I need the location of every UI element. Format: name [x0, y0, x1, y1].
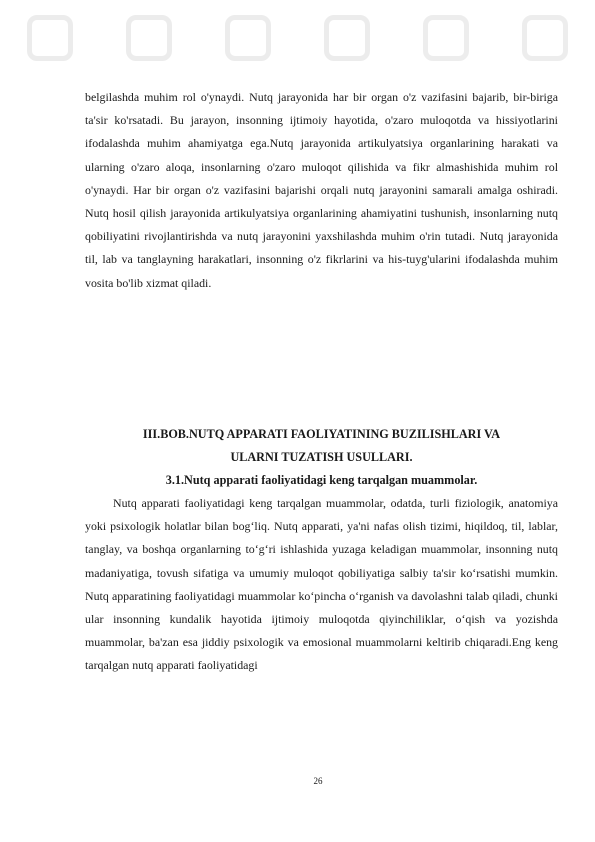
chapter-heading-continued: ULARNI TUZATISH USULLARI. — [230, 450, 413, 464]
body-paragraph: belgilashda muhim rol o'ynaydi. Nutq jarayonida har bir organ o'z vazifasini bajarib, bir-biriga ta'sir ko'rsatadi. Bu jarayon, insonning ijtimoiy hayotida, o'zaro muloqotda va hissiyotlarini ifodalashda muhim ahamiyatga ega.Nutq jarayonida artikulyatsiya organlarining harakati va ularning o'zaro aloqa, insonlarning o'zaro muloqot qilishida va fikr almashishida muhim rol o'ynaydi. Har bir organ o'z vazifasini bajarishi orqali nutq jarayonini samarali amalga oshiradi. Nutq hosil qilish jarayonida artikulyatsiya organlarining ahamiyatini tushunish, insonlarning nutq qobiliyatini rivojlantirishda va nutq jarayonini yaxshilashda muhim o'rin tutadi. Nutq jarayonida til, lab va tanglayning harakatlari, insonning o'z fikrlarini va his-tuyg'ularini ifodalashda muhim vosita bo'lib xizmat qiladi. — [85, 90, 558, 290]
page-number: 26 — [313, 776, 323, 786]
watermark-logo-icon — [522, 15, 568, 61]
watermark-logo-icon — [225, 15, 271, 61]
chapter-heading: III.BOB.NUTQ APPARATI FAOLIYATINING BUZILISHLARI VA — [142, 427, 501, 441]
watermark-logo-icon — [423, 15, 469, 61]
section-heading: 3.1.Nutq apparati faoliyatidagi keng tarqalgan muammolar. — [165, 473, 478, 487]
watermark — [0, 6, 595, 70]
watermark-logo-icon — [324, 15, 370, 61]
body-paragraph: Nutq apparati faoliyatidagi keng tarqalgan muammolar, odatda, turli fiziologik, anatomiya yoki psixologik holatlar bilan bog‘liq. Nutq apparati, ya'ni nafas olish tizimi, hiqildoq, til, lablar, tanglay, va boshqa organlarning to‘g‘ri ishlashida yuzaga keladigan muammolar, insonning nutq madaniyatiga, tovush sifatiga va umumiy muloqot qobiliyatiga salbiy ta'sir ko‘rsatishi mumkin. Nutq apparatining faoliyatidagi muammolar ko‘pincha o‘rganish va davolashni talab qiladi, chunki ular insonning kundalik hayotida ijtimoiy muloqotda qiyinchiliklar, o‘qish va yozishda muammolar, ba'zan esa jiddiy psixologik va emosional muammolarni keltirib chiqaradi.Eng keng tarqalgan nutq apparati faoliyatidagi — [85, 496, 558, 673]
watermark-logo-icon — [27, 15, 73, 61]
watermark-logo-icon — [126, 15, 172, 61]
